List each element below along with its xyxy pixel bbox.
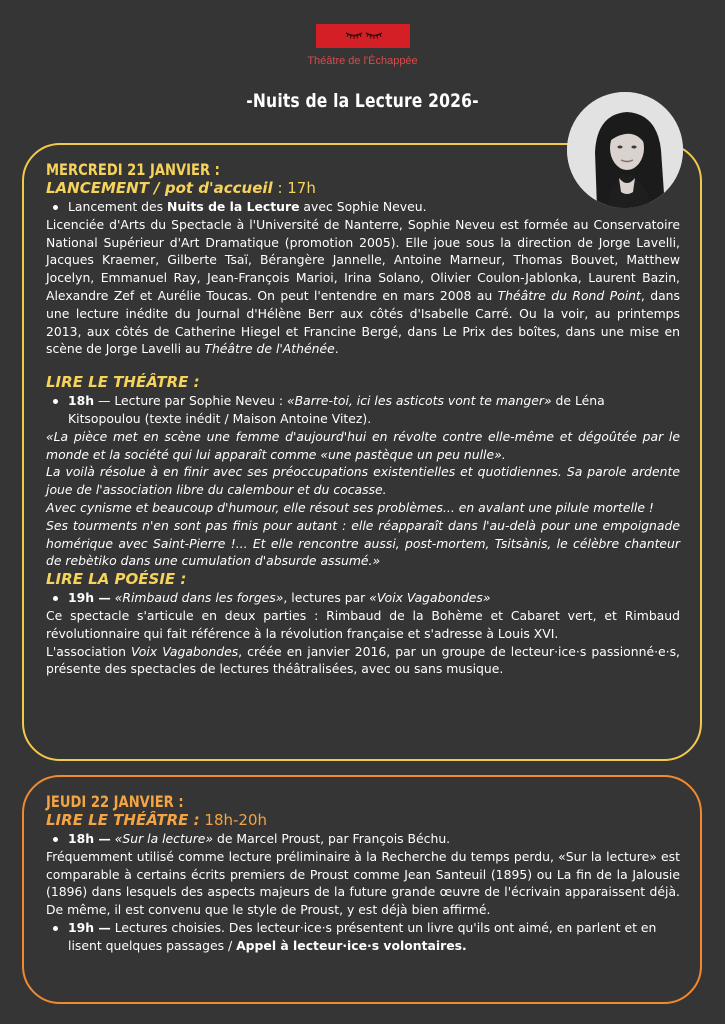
launch-bullet-end: avec Sophie Neveu. xyxy=(299,199,427,214)
day2-bullet-2-rest: Lectures choisies. Des lecteur·ice·s présentent un livre qu'ils ont aimé, en parlent et en lisent quelques passages / xyxy=(68,919,657,953)
page-title: -Nuits de la Lecture 2026- xyxy=(246,90,479,112)
theatre-heading: LIRE LE THÉÂTRE : xyxy=(46,373,200,392)
logo-box xyxy=(316,24,410,48)
day2-bullet-1-title: «Sur la lecture» xyxy=(114,831,214,846)
bio-part-1: Licenciée d'Arts du Spectacle à l'Université de Nanterre, Sophie Neveu est formée au Conservatoire National Supérieur d'Art Dramatique (promotion 2005). Elle joue sous la direction de Jorge Lavelli, Jacques Kraemer, Gilberte Tsaï, Bérangère Jannelle, Antoine Marneur, Thomas Bouvet, Matthew Jocelyn, Emmanuel Ray, Jean-François Marioi, Irina Solano, Olivier Coulon-Jablonka, Laurent Bazin, Alexandre Zef et Aurélie Toucas. On peut l'entendre en mars 2008 au xyxy=(46,216,680,303)
bio-venue-1: Théâtre du Rond Point xyxy=(497,287,641,303)
launch-bio xyxy=(46,216,680,358)
theatre-time: 18h xyxy=(68,393,95,409)
launch-time: : 17h xyxy=(272,179,316,197)
day2-bullet-2-time: 19h — xyxy=(68,919,111,935)
poesie-para-2a: L'association xyxy=(46,643,132,659)
portrait-photo-icon xyxy=(567,92,683,208)
poesie-para-2 xyxy=(46,643,680,679)
day2-theatre-time: 18h-20h xyxy=(199,811,268,829)
poesie-group: «Voix Vagabondes» xyxy=(369,590,491,606)
day2-panel xyxy=(22,775,702,1004)
logo-eyes-icon xyxy=(316,24,410,48)
launch-bullet-text: Lancement des xyxy=(68,199,168,214)
poesie-time: 19h — xyxy=(68,590,111,606)
day2-bullet-1-time: 18h — xyxy=(68,831,111,846)
bio-part-2: , dans une lecture inédite du Journal d'Hélène Berr aux côtés d'Isabelle Carré. Ou la voir, au printemps 2013, aux côtés de Catherine Hiegel et Francine Bergé, dans Le Prix des boîtes, dans une mise en scène de Jorge Lavelli au xyxy=(46,287,680,357)
theatre-bullet-text: — Lecture par Sophie Neveu : xyxy=(94,393,287,409)
day2-bullet-2 xyxy=(46,919,680,955)
theatre-quote-3: Avec cynisme et beaucoup d'humour, elle résout ses problèmes... en avalant une pilule mortelle ! xyxy=(46,499,654,515)
poesie-para-2c: , créée en janvier 2016, par un groupe de lecteur·ice·s passionné·e·s, présente des spectacles de lectures théâtralisées, avec ou sans musique. xyxy=(46,643,680,677)
day2-bullet-1 xyxy=(46,830,680,848)
day2-theatre-title: LIRE LE THÉÂTRE : xyxy=(46,811,200,829)
poesie-bullet-text: , lectures par xyxy=(283,590,370,606)
theatre-bullet-end: de Léna Kitsopoulou (texte inédit / Maison Antoine Vitez). xyxy=(68,393,605,426)
day2-theatre-heading xyxy=(46,811,680,830)
day1-panel xyxy=(22,143,702,761)
poesie-para-2b: Voix Vagabondes xyxy=(131,643,239,659)
poesie-para-1: Ce spectacle s'articule en deux parties : Rimbaud de la Bohème et Cabaret vert, et Rimbaud révolutionnaire qui fait référence à la révolution française et s'adresse à Louis XVI. xyxy=(46,607,680,641)
theatre-bullet xyxy=(46,392,680,428)
bio-venue-2: Théâtre de l'Athénée xyxy=(204,341,335,357)
bio-end: . xyxy=(334,341,339,357)
theatre-play-title: «Barre-toi, ici les asticots vont te manger» xyxy=(286,393,552,409)
day2-para: Fréquemment utilisé comme lecture préliminaire à la Recherche du temps perdu, «Sur la lecture» est comparable à certains écrits premiers de Proust comme Jean Santeuil (1895) ou La fin de la Jalousie (1896) dans lesquels des aspects majeurs de la future grande œuvre de l'écrivain apparaissent déjà. De même, il est convenu que le style de Proust, y est déjà bien affirmé. xyxy=(46,848,680,918)
day2-bullet-2-bold: Appel à lecteur·ice·s volontaires. xyxy=(236,937,467,953)
portrait-photo xyxy=(567,92,683,208)
theatre-quote-2: La voilà résolue à en finir avec ses préoccupations existentielles et quotidiennes. Sa parole ardente joue de l'association libre du calembour et du cocasse. xyxy=(46,464,680,498)
theatre-quote-4: Ses tourments n'en sont pas finis pour autant : elle réapparaît dans l'au-delà pour une empoignade homérique avec Saint-Pierre !... Et elle rencontre aussi, post-mortem, Tsitsànis, le célèbre chanteur de rebètiko dans une cumulation d'absurde assumé.» xyxy=(46,517,680,569)
poesie-title: «Rimbaud dans les forges» xyxy=(114,590,284,606)
day2-heading: JEUDI 22 JANVIER : xyxy=(46,792,184,811)
poesie-heading: LIRE LA POÉSIE : xyxy=(46,570,187,589)
launch-bullet xyxy=(46,198,680,216)
day1-heading: MERCREDI 21 JANVIER : xyxy=(46,160,220,179)
poesie-bullet xyxy=(46,589,680,607)
day2-bullet-1-rest: de Marcel Proust, par François Béchu. xyxy=(213,831,451,846)
theatre-quote-1: «La pièce met en scène une femme d'aujourd'hui en révolte contre elle-même et dégoûtée par le monde et la société qui lui apparaît comme «une pastèque un peu nulle». xyxy=(46,428,680,462)
logo-text: Théâtre de l'Échappée xyxy=(307,55,418,67)
launch-title: LANCEMENT / pot d'accueil xyxy=(46,179,273,197)
launch-bullet-bold: Nuits de la Lecture xyxy=(167,199,300,214)
